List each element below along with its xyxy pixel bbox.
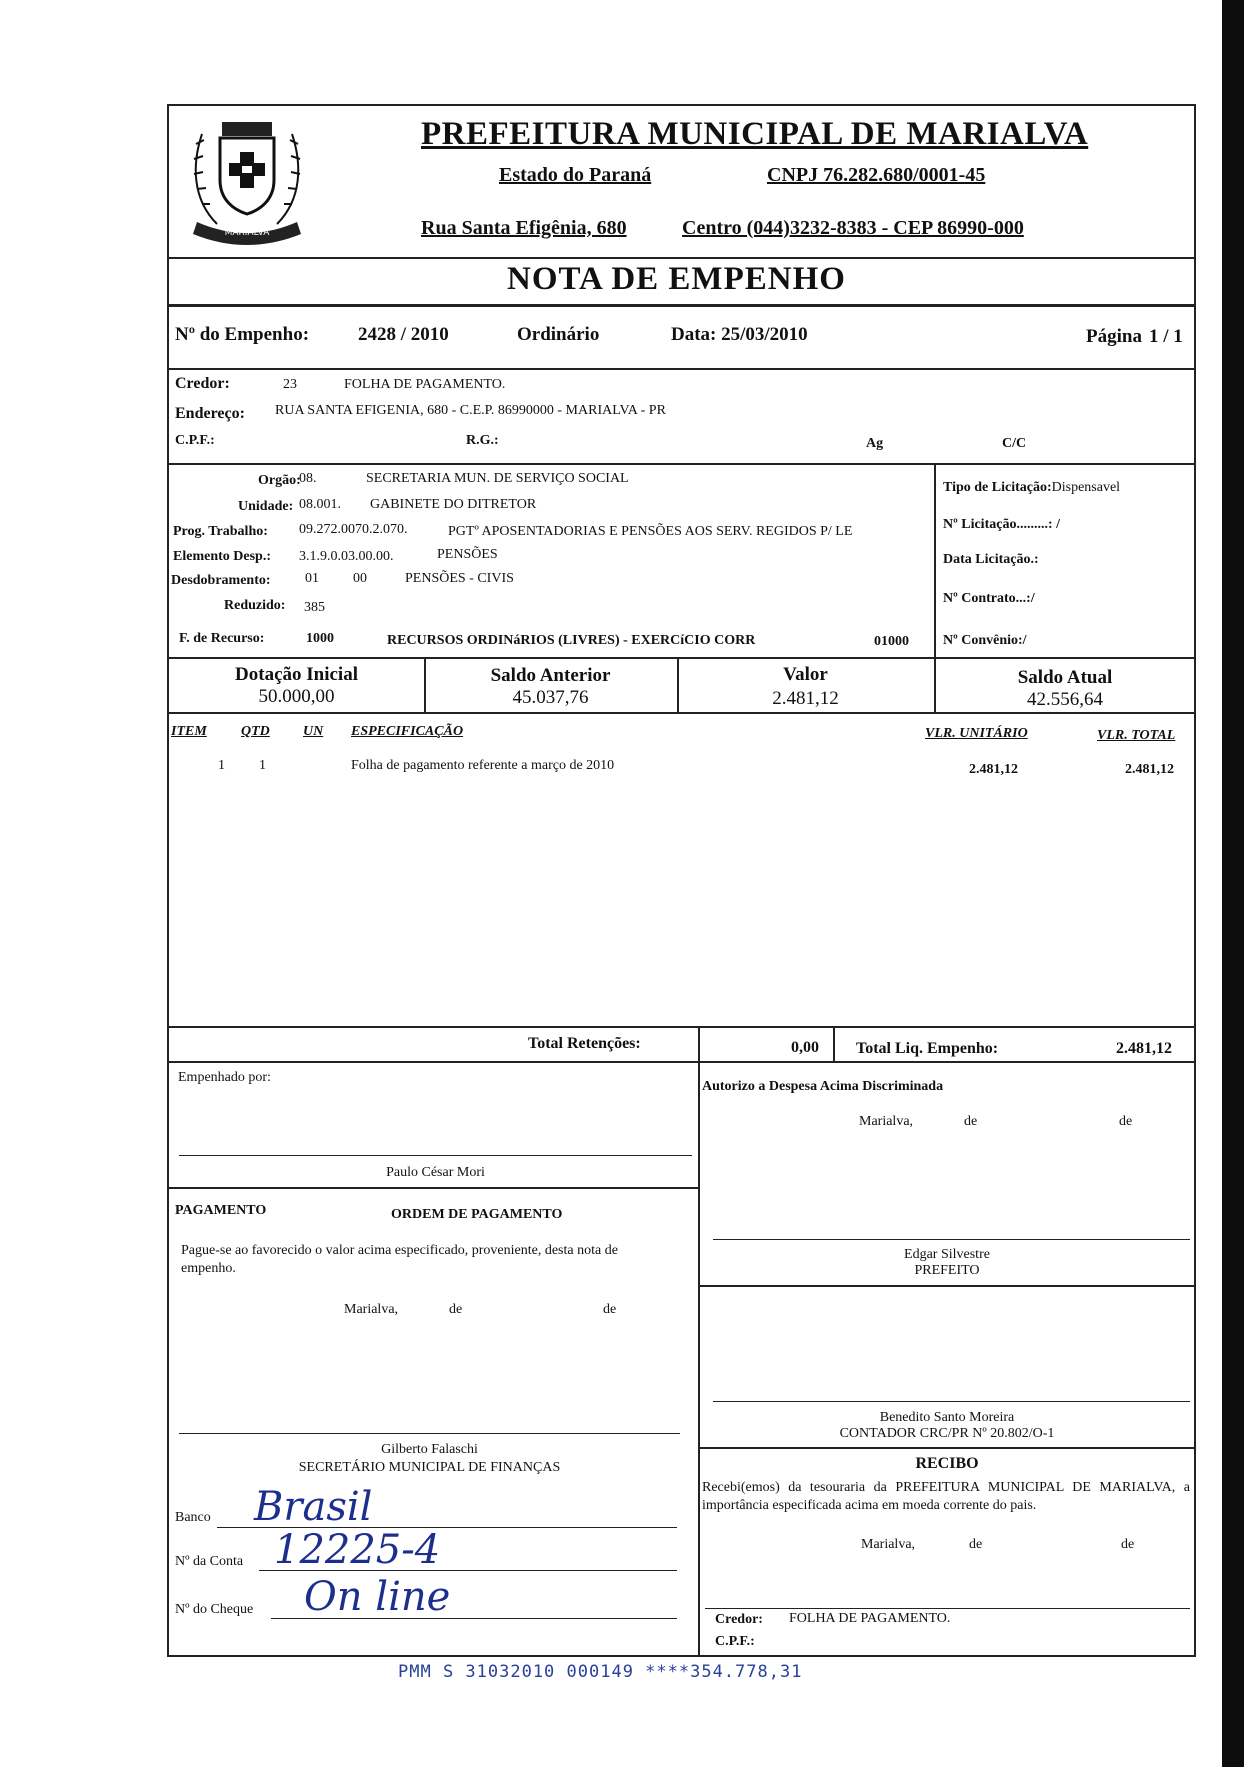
dotacao-value: 50.000,00	[258, 686, 335, 707]
licitacao-data: Data Licitação.:	[943, 552, 1039, 567]
orgao-code: 08.	[299, 471, 317, 486]
credor-code: 23	[283, 377, 297, 392]
pagamento-label: PAGAMENTO	[175, 1203, 267, 1218]
dotacao-label: Dotação Inicial	[235, 664, 358, 685]
licitacao-tipo	[943, 480, 1120, 496]
col-qtd: QTD	[241, 724, 270, 739]
recurso-code2: 01000	[874, 634, 909, 649]
empenhado-label: Empenhado por:	[178, 1070, 271, 1085]
recurso-label: F. de Recurso:	[179, 631, 265, 646]
valor-label: Valor	[783, 664, 828, 685]
recibo-credor-label: Credor:	[715, 1612, 763, 1627]
empenho-number: 2428 / 2010	[358, 324, 449, 345]
banco-handwritten: Brasil	[254, 1484, 373, 1530]
conta-handwritten: 12225-4	[274, 1527, 441, 1573]
recibo-de2: de	[1121, 1537, 1135, 1552]
recibo-label: RECIBO	[915, 1455, 979, 1472]
prefeitura-title: PREFEITURA MUNICIPAL DE MARIALVA	[421, 116, 1089, 152]
autorizo-de2: de	[1119, 1114, 1133, 1129]
col-un: UN	[303, 724, 324, 739]
recibo-credor-name: FOLHA DE PAGAMENTO.	[789, 1611, 951, 1626]
licitacao-tipo-value: Dispensavel	[1051, 480, 1121, 495]
empenhado-signer: Paulo César Mori	[386, 1165, 485, 1180]
endereco-value: RUA SANTA EFIGENIA, 680 - C.E.P. 86990000 - MARIALVA - PR	[275, 403, 666, 418]
licitacao-numero: Nº Licitação.........: /	[943, 517, 1060, 532]
cnpj: CNPJ 76.282.680/0001-45	[767, 164, 986, 186]
conta-label: Nº da Conta	[175, 1554, 244, 1569]
row-especificacao: Folha de pagamento referente a março de 2010	[351, 758, 615, 773]
retencoes-label: Total Retenções:	[528, 1035, 641, 1052]
nota-de-empenho-form	[167, 104, 1196, 1657]
elemento-label: Elemento Desp.:	[173, 549, 271, 564]
desdobramento-label: Desdobramento:	[171, 573, 271, 588]
state-name: Estado do Paraná	[499, 164, 652, 186]
ordem-pagamento-label: ORDEM DE PAGAMENTO	[391, 1207, 563, 1222]
page-label: Página	[1086, 326, 1142, 347]
recibo-text: Recebi(emos) da tesouraria da PREFEITURA MUNICIPAL DE MARIALVA, a importância especificada acima em moeda corrente do pais.	[702, 1480, 1190, 1513]
recibo-de1: de	[969, 1537, 983, 1552]
credor-name: FOLHA DE PAGAMENTO.	[344, 377, 506, 392]
elemento-code: 3.1.9.0.03.00.00.	[299, 549, 394, 564]
desdobramento-code2: 00	[353, 571, 367, 586]
retencoes-value: 0,00	[791, 1039, 819, 1056]
prefeito-name: Edgar Silvestre	[904, 1247, 990, 1262]
liquido-label: Total Liq. Empenho:	[856, 1040, 999, 1057]
cheque-label: Nº do Cheque	[175, 1602, 254, 1617]
reduzido-value: 385	[304, 600, 325, 615]
saldo-anterior-label: Saldo Anterior	[490, 665, 611, 686]
row-qtd: 1	[259, 758, 266, 773]
empenho-type: Ordinário	[517, 324, 600, 345]
doc-title: NOTA DE EMPENHO	[507, 261, 846, 297]
recibo-cpf-label: C.P.F.:	[715, 1634, 755, 1649]
autorizo-place: Marialva,	[859, 1114, 914, 1129]
empenho-date: Data: 25/03/2010	[671, 324, 808, 345]
valor-value: 2.481,12	[772, 688, 839, 709]
pagamento-de1: de	[449, 1302, 463, 1317]
recurso-name: RECURSOS ORDINáRIOS (LIVRES) - EXERCíCIO CORR	[387, 633, 756, 648]
convenio-numero: Nº Convênio:/	[943, 633, 1027, 648]
row-item: 1	[218, 758, 225, 773]
saldo-anterior-value: 45.037,76	[512, 687, 589, 708]
elemento-name: PENSÕES	[437, 547, 498, 562]
svg-text:MARIALVA: MARIALVA	[224, 228, 270, 238]
scan-page-edge	[1222, 0, 1244, 1767]
col-especificacao: ESPECIFICAÇÃO	[351, 724, 464, 739]
page-number: 1 / 1	[1149, 326, 1183, 347]
rg-label: R.G.:	[466, 433, 499, 448]
district-phone-cep: Centro (044)3232-8383 - CEP 86990-000	[682, 217, 1024, 239]
contrato-numero: Nº Contrato...:/	[943, 591, 1035, 606]
orgao-label: Orgão:	[258, 473, 301, 488]
contador-name: Benedito Santo Moreira	[879, 1410, 1015, 1425]
unidade-name: GABINETE DO DITRETOR	[370, 497, 537, 512]
col-unit: VLR. UNITÁRIO	[925, 726, 1028, 741]
address: Rua Santa Efigênia, 680	[421, 217, 627, 239]
pagamento-text: Pague-se ao favorecido o valor acima especificado, proveniente, desta nota de empenho.	[181, 1243, 618, 1276]
secretario-role: SECRETÁRIO MUNICIPAL DE FINANÇAS	[298, 1460, 561, 1475]
cc-label: C/C	[1002, 436, 1027, 451]
desdobramento-name: PENSÕES - CIVIS	[405, 571, 514, 586]
empenho-label: Nº do Empenho:	[175, 324, 310, 345]
cheque-handwritten: On line	[304, 1574, 451, 1620]
prog-label: Prog. Trabalho:	[173, 524, 268, 539]
recibo-place: Marialva,	[861, 1537, 916, 1552]
prog-name: PGTº APOSENTADORIAS E PENSÕES AOS SERV. REGIDOS P/ LE	[448, 524, 853, 539]
desdobramento-code1: 01	[305, 571, 319, 586]
liquido-value: 2.481,12	[1116, 1040, 1172, 1057]
col-item: ITEM	[171, 724, 207, 739]
saldo-atual-value: 42.556,64	[1027, 689, 1103, 710]
unidade-label: Unidade:	[238, 499, 294, 514]
row-unit: 2.481,12	[969, 762, 1018, 777]
col-total: VLR. TOTAL	[1097, 728, 1176, 743]
banco-label: Banco	[175, 1510, 211, 1525]
credor-label: Credor:	[175, 375, 230, 392]
autorizo-label: Autorizo a Despesa Acima Discriminada	[702, 1079, 944, 1094]
unidade-code: 08.001.	[299, 497, 341, 512]
autorizo-de1: de	[964, 1114, 978, 1129]
pagamento-de2: de	[603, 1302, 617, 1317]
secretario-name: Gilberto Falaschi	[381, 1442, 478, 1457]
orgao-name: SECRETARIA MUN. DE SERVIÇO SOCIAL	[366, 471, 629, 486]
prefeito-role: PREFEITO	[914, 1263, 980, 1278]
pagamento-place: Marialva,	[344, 1302, 399, 1317]
authentication-stamp: PMM S 31032010 000149 ****354.778,31	[398, 1662, 803, 1682]
endereco-label: Endereço:	[175, 405, 245, 422]
saldo-atual-label: Saldo Atual	[1017, 667, 1113, 688]
row-total: 2.481,12	[1125, 762, 1174, 777]
prog-code: 09.272.0070.2.070.	[299, 522, 408, 537]
licitacao-tipo-label: Tipo de Licitação:	[943, 480, 1052, 495]
ag-label: Ag	[866, 436, 884, 451]
contador-role: CONTADOR CRC/PR Nº 20.802/O-1	[839, 1426, 1055, 1441]
cpf-label: C.P.F.:	[175, 433, 215, 448]
recurso-code: 1000	[306, 631, 334, 646]
reduzido-label: Reduzido:	[224, 598, 286, 613]
